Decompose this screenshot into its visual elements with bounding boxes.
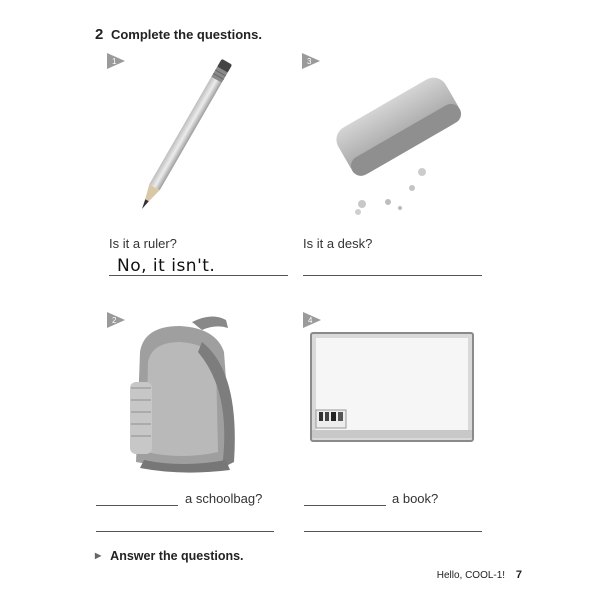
question-text: Is it a ruler? xyxy=(109,236,177,251)
question-text: Is it a desk? xyxy=(303,236,373,251)
question-text: a book? xyxy=(392,491,439,506)
page-footer xyxy=(437,569,522,581)
exercise-instruction: Complete the questions. xyxy=(110,27,262,42)
schoolbag-icon xyxy=(122,312,250,474)
svg-text:3: 3 xyxy=(307,57,312,66)
task-instruction: Answer the questions. xyxy=(110,549,244,563)
eraser-icon xyxy=(330,62,470,220)
item-badge-1 xyxy=(107,53,125,69)
pencil-icon xyxy=(130,45,245,217)
svg-text:1: 1 xyxy=(112,57,117,66)
bullet-arrow-icon: ▶ xyxy=(95,551,102,560)
svg-text:4: 4 xyxy=(308,316,313,325)
question-text: a schoolbag? xyxy=(185,491,263,506)
exercise-number: 2 xyxy=(95,26,104,43)
task-heading xyxy=(95,549,244,563)
answer-line[interactable] xyxy=(109,275,288,276)
exercise-heading xyxy=(95,26,262,43)
book-title: Hello, COOL-1! xyxy=(436,570,506,581)
answer-line[interactable] xyxy=(96,531,274,532)
answer-handwritten: No, it isn't. xyxy=(117,256,216,276)
answer-line[interactable] xyxy=(303,275,482,276)
blank-line[interactable] xyxy=(96,505,178,506)
item-badge-3 xyxy=(302,53,320,69)
blank-line[interactable] xyxy=(304,505,386,506)
item-badge-4 xyxy=(303,312,321,328)
svg-text:2: 2 xyxy=(112,316,117,325)
page-number: 7 xyxy=(515,569,522,581)
answer-line[interactable] xyxy=(304,531,482,532)
whiteboard-icon xyxy=(310,332,474,442)
